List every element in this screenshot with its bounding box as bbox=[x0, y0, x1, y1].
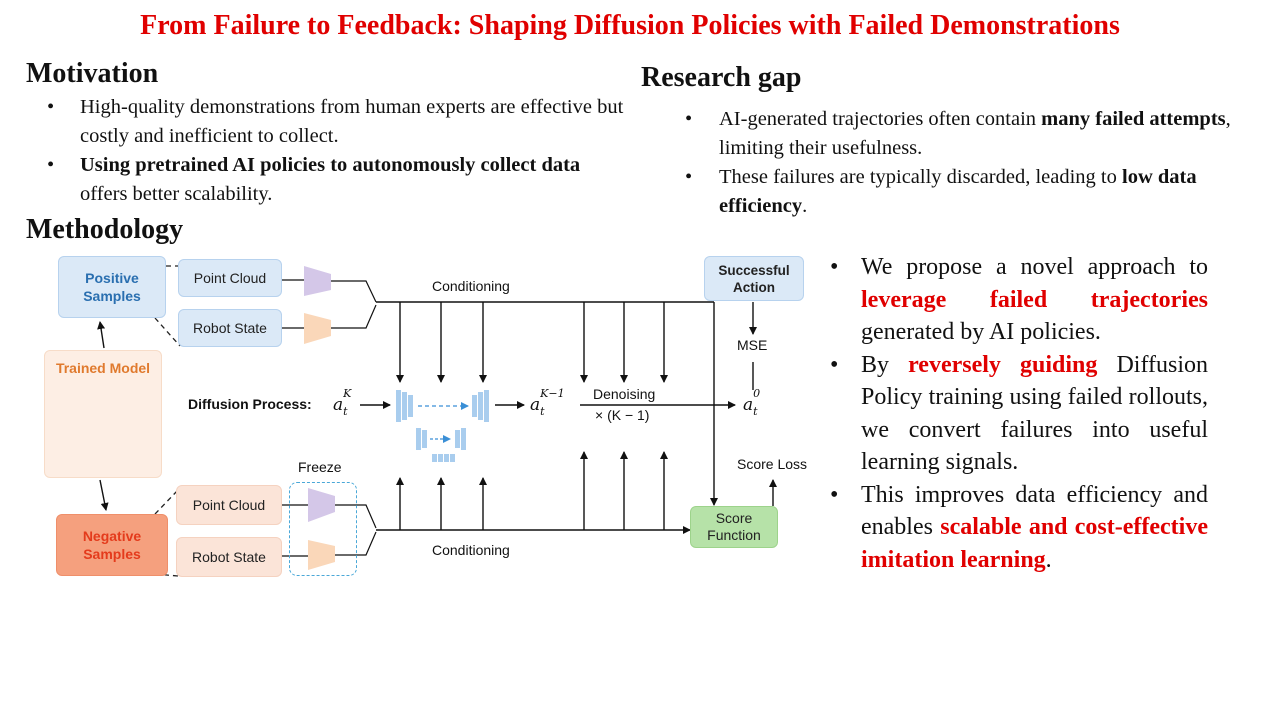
approach-bullet-1 bbox=[826, 251, 1208, 349]
robot-state-bottom-box: Robot State bbox=[176, 537, 282, 577]
gap-bullet-2-pre: These failures are typically discarded, leading to bbox=[719, 166, 1123, 188]
methodology-heading: Methodology bbox=[26, 214, 184, 245]
trained-model-box: Trained Model bbox=[44, 350, 162, 478]
approach-bullet-3-red: scalable and cost-effective imitation learning bbox=[861, 514, 1208, 573]
conditioning-top-label: Conditioning bbox=[432, 278, 510, 294]
negative-samples-box: Negative Samples bbox=[56, 514, 168, 576]
gap-bullet-2-post: . bbox=[802, 195, 808, 217]
point-cloud-top-box: Point Cloud bbox=[178, 259, 282, 297]
mse-label: MSE bbox=[737, 337, 768, 353]
gap-bullet-1-post: , limiting their usefulness. bbox=[719, 108, 1231, 159]
gap-bullet-1-pre: AI-generated trajectories often contain bbox=[719, 108, 1042, 130]
approach-bullet-1-pre: We propose a novel approach to bbox=[861, 254, 1208, 280]
successful-action-box bbox=[704, 256, 804, 301]
poster-title: From Failure to Feedback: Shaping Diffusion Policies with Failed Demonstrations bbox=[140, 10, 1120, 41]
approach-bullet-2-pre: By bbox=[861, 351, 909, 378]
approach-bullet-2-red: reversely guiding bbox=[908, 351, 1098, 378]
a-t-k1-base: a bbox=[530, 395, 541, 415]
a-t-0-base: a bbox=[743, 395, 754, 415]
approach-list bbox=[826, 251, 1208, 576]
gap-bullet-1-bold: many failed attempts bbox=[1041, 108, 1226, 130]
a-t-0-symbol bbox=[743, 387, 761, 418]
motivation-bullet-2-rest: offers better scalability. bbox=[80, 183, 273, 205]
a-t-0-sub: t bbox=[753, 405, 758, 418]
a-t-k-symbol bbox=[333, 387, 352, 418]
a-t-k1-sub: t bbox=[540, 405, 545, 418]
robot-state-top-box: Robot State bbox=[178, 309, 282, 347]
encoder-point-cloud-top bbox=[304, 266, 331, 296]
motivation-bullet-1: • High-quality demonstrations from human experts are effective but costly and inefficient to collect. bbox=[25, 93, 625, 151]
freeze-label: Freeze bbox=[298, 459, 342, 475]
freeze-region bbox=[289, 482, 357, 576]
diffusion-process-label: Diffusion Process: bbox=[188, 396, 312, 412]
approach-bullet-3-pre: This improves data efficiency and enables bbox=[861, 481, 1208, 540]
approach-bullet-1-red: leverage failed trajectories bbox=[861, 286, 1208, 313]
motivation-bullet-2-bold: Using pretrained AI policies to autonomously collect data bbox=[80, 154, 581, 176]
a-t-0-sup: 0 bbox=[753, 387, 761, 400]
model-to-positive-arrow bbox=[100, 322, 104, 348]
point-cloud-bottom-box: Point Cloud bbox=[176, 485, 282, 525]
approach-bullet-3 bbox=[826, 479, 1208, 577]
score-loss-label: Score Loss bbox=[737, 456, 808, 472]
approach-bullet-2-post: Diffusion Policy training using failed rollouts, we convert failures into useful learning signals. bbox=[861, 351, 1209, 475]
unet-blocks bbox=[396, 390, 489, 462]
approach-bullet-3-post: . bbox=[1045, 546, 1052, 573]
denoising-label: Denoising bbox=[593, 386, 656, 402]
successful-action-label: Successful Action bbox=[718, 262, 790, 295]
approach-bullet-1-post: generated by AI policies. bbox=[861, 319, 1101, 345]
conditioning-up-arrows bbox=[400, 452, 664, 530]
approach-bullet-2 bbox=[826, 349, 1208, 479]
motivation-heading: Motivation bbox=[26, 58, 159, 89]
a-t-k-base: a bbox=[333, 395, 344, 415]
a-t-k-sup: K bbox=[343, 387, 352, 400]
score-function-box: Score Function bbox=[690, 506, 778, 548]
research-gap-heading: Research gap bbox=[641, 62, 802, 93]
model-to-negative-arrow bbox=[100, 480, 106, 510]
positive-samples-box: Positive Samples bbox=[58, 256, 166, 318]
encoder-robot-state-top bbox=[304, 313, 331, 344]
gap-bullet-2-bold: low data efficiency bbox=[719, 166, 1197, 217]
a-t-k-sub: t bbox=[343, 405, 348, 418]
conditioning-bottom-label: Conditioning bbox=[432, 542, 510, 558]
a-t-k1-sup: K−1 bbox=[540, 387, 565, 400]
denoising-times-label: × (K − 1) bbox=[595, 407, 650, 423]
a-t-k-minus-1-symbol bbox=[530, 387, 565, 418]
conditioning-down-arrows bbox=[400, 302, 664, 382]
